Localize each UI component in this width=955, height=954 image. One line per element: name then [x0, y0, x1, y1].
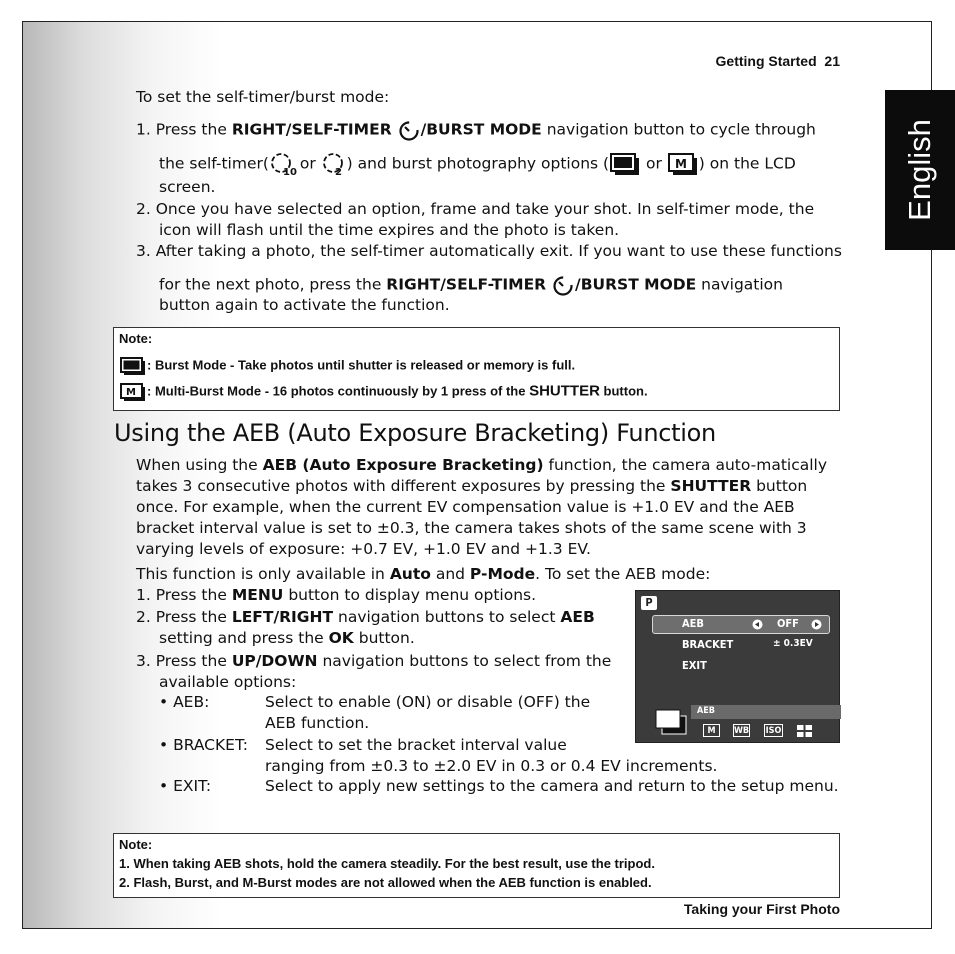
bold-text: /BURST MODE	[575, 275, 697, 294]
lcd-iso-icon: ISO	[765, 726, 782, 736]
text: takes 3 consecutive photos with different exposures by pressing the	[136, 477, 671, 495]
lcd-mode-badge: P	[641, 596, 657, 610]
text: the self-timer(	[159, 154, 269, 173]
aeb-p1-line1	[136, 455, 827, 475]
lcd-row-aeb-value: OFF	[777, 617, 799, 630]
text: setting and press the	[159, 629, 329, 647]
note-line-2: 2. Flash, Burst, and M-Burst modes are not allowed when the AEB function is enabled.	[119, 875, 652, 890]
bold-text: RIGHT/SELF-TIMER	[386, 275, 547, 294]
lcd-row-bracket-label: BRACKET	[682, 638, 734, 651]
self-timer-2s-icon	[321, 151, 347, 177]
selftimer-step2-line2: icon will flash until the time expires and the photo is taken.	[159, 221, 620, 239]
svg-text:10: 10	[282, 167, 297, 178]
multi-burst-icon	[119, 381, 147, 403]
aeb-step1	[136, 585, 536, 605]
lcd-bottom-bar	[691, 705, 841, 719]
option-bracket-label: • BRACKET:	[159, 736, 248, 754]
bold-text: Auto	[389, 565, 431, 583]
option-aeb-desc-line2: AEB function.	[265, 714, 370, 732]
aeb-p1-line4: bracket interval value is set to ±0.3, the camera takes shots of the same scene with 3	[136, 519, 807, 537]
option-bracket-desc-line2: ranging from ±0.3 to ±2.0 EV in 0.3 or 0.4 EV increments.	[265, 757, 718, 775]
bold-text: SHUTTER	[529, 382, 600, 400]
lcd-row-aeb-label: AEB	[682, 617, 704, 630]
selftimer-step1-line3: screen.	[159, 178, 216, 196]
selftimer-step1-line2	[159, 151, 796, 177]
option-exit-desc: Select to apply new settings to the camera and return to the setup menu.	[265, 777, 839, 795]
selftimer-step3-line2	[159, 273, 783, 297]
bold-text: AEB	[560, 608, 595, 626]
multi-burst-icon	[667, 151, 699, 177]
burst-mode-icon	[119, 355, 147, 377]
text: 1. Press the	[136, 586, 232, 604]
lcd-bar-label: AEB	[697, 706, 715, 716]
text: ) on the LCD	[698, 154, 796, 173]
text: or	[294, 154, 321, 173]
text: ) and burst photography options (	[346, 154, 610, 173]
selftimer-intro: To set the self-timer/burst mode:	[136, 88, 390, 106]
bold-text: SHUTTER	[670, 477, 752, 495]
burst-mode-icon	[609, 151, 641, 177]
option-aeb-desc-line1: Select to enable (ON) or disable (OFF) the	[265, 693, 591, 711]
bold-text: LEFT/RIGHT	[231, 608, 334, 626]
note-title: Note:	[119, 837, 153, 852]
aeb-step3-line1	[136, 651, 611, 671]
note-line-1: 1. When taking AEB shots, hold the camera steadily. For the best result, use the tripod.	[119, 856, 655, 871]
text: navigation buttons to select from the	[317, 652, 612, 670]
page-header	[716, 53, 840, 69]
self-timer-10s-icon	[269, 151, 295, 177]
bold-text: P-Mode	[469, 565, 536, 583]
lcd-menu-screen	[635, 590, 840, 743]
text: 1. Press the	[136, 120, 232, 139]
text: for the next photo, press the	[159, 275, 387, 294]
lcd-right-arrow-icon	[811, 619, 822, 630]
svg-text:M: M	[126, 387, 136, 398]
text: button to display menu options.	[283, 586, 537, 604]
lcd-row-bracket-value: ± 0.3EV	[773, 638, 813, 649]
bold-text: RIGHT/SELF-TIMER	[231, 120, 392, 139]
header-section: Getting Started	[715, 53, 817, 69]
language-tab-label: English	[902, 119, 937, 221]
self-timer-icon	[397, 118, 421, 142]
option-exit-label: • EXIT:	[159, 777, 212, 795]
text: 2. Press the	[136, 608, 232, 626]
bold-text: /BURST MODE	[420, 120, 542, 139]
aeb-heading: Using the AEB (Auto Exposure Bracketing) Function	[114, 419, 716, 447]
selftimer-step3-line3: button again to activate the function.	[159, 296, 450, 314]
lcd-selected-row	[652, 615, 830, 634]
note-line-multiburst	[119, 381, 648, 403]
lcd-row-exit-label: EXIT	[682, 659, 707, 672]
text: : Burst Mode - Take photos until shutter is released or memory is full.	[147, 357, 576, 373]
text: or	[641, 154, 667, 173]
text: button	[751, 477, 808, 495]
text: : Multi-Burst Mode - 16 photos continuously by 1 press of the	[147, 383, 530, 399]
bold-text: UP/DOWN	[231, 652, 318, 670]
aeb-step2-line2	[159, 628, 415, 648]
text: 3. Press the	[136, 652, 232, 670]
note-title: Note:	[119, 331, 153, 346]
text: navigation buttons to select	[333, 608, 561, 626]
bold-text: OK	[328, 629, 354, 647]
self-timer-icon	[551, 273, 575, 297]
text: navigation	[696, 275, 783, 294]
selftimer-step3-line1: 3. After taking a photo, the self-timer automatically exit. If you want to use these functions	[136, 242, 842, 260]
aeb-step3-line2: available options:	[159, 673, 297, 691]
note-box-aeb	[113, 833, 840, 898]
selftimer-step1-line1	[136, 118, 816, 142]
aeb-p2	[136, 564, 710, 584]
text: When using the	[136, 456, 263, 474]
text: and	[430, 565, 470, 583]
aeb-p1-line5: varying levels of exposure: +0.7 EV, +1.0 EV and +1.3 EV.	[136, 540, 591, 558]
lcd-grid-icon	[797, 725, 812, 737]
text: button.	[353, 629, 415, 647]
option-aeb-label: • AEB:	[159, 693, 210, 711]
text: function, the camera auto-matically	[543, 456, 828, 474]
aeb-p1-line3: once. For example, when the current EV compensation value is +1.0 EV and the AEB	[136, 498, 795, 516]
language-tab	[885, 90, 955, 250]
page-footer: Taking your First Photo	[683, 901, 840, 917]
lcd-wb-icon: WB	[734, 726, 750, 736]
text: This function is only available in	[136, 565, 390, 583]
lcd-left-arrow-icon	[752, 619, 763, 630]
svg-text:M: M	[674, 157, 687, 171]
bold-text: AEB (Auto Exposure Bracketing)	[262, 456, 544, 474]
bold-text: MENU	[231, 586, 284, 604]
lcd-aeb-icon	[653, 707, 689, 737]
selftimer-step2-line1: 2. Once you have selected an option, frame and take your shot. In self-timer mode, the	[136, 200, 815, 218]
header-page-number: 21	[824, 53, 840, 69]
svg-text:2: 2	[334, 167, 342, 178]
note-line-burst	[119, 355, 575, 377]
option-bracket-desc-line1: Select to set the bracket interval value	[265, 736, 567, 754]
aeb-p1-line2	[136, 476, 807, 496]
lcd-multi-burst-icon: M	[703, 724, 720, 737]
aeb-step2-line1	[136, 607, 595, 627]
text: navigation button to cycle through	[541, 120, 816, 139]
text: . To set the AEB mode:	[535, 565, 711, 583]
text: button.	[599, 383, 648, 399]
note-box-burst	[113, 327, 840, 411]
